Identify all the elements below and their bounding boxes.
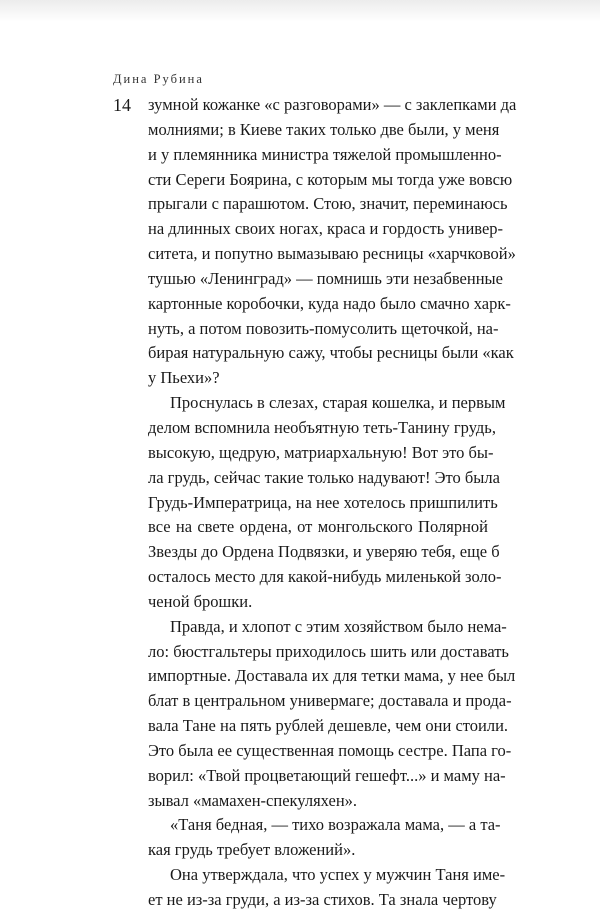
- text-line: прыгали с парашютом. Стою, значит, переминаюсь: [148, 194, 508, 214]
- text-line: блат в центральном универмаге; доставала и прода-: [148, 691, 512, 711]
- text-line: Она утверждала, что успех у мужчин Таня име-: [170, 865, 506, 885]
- text-line: у Пьехи»?: [148, 368, 220, 388]
- text-line: картонные коробочки, куда надо было смачно харк-: [148, 293, 511, 313]
- text-line: Грудь-Императрица, на нее хотелось пришпилить: [148, 492, 498, 512]
- text-line: ет не из-за груди, а из-за стихов. Та знала чертову: [148, 890, 497, 909]
- text-line: Проснулась в слезах, старая кошелка, и первым: [170, 393, 506, 413]
- text-line: молниями; в Киеве таких только две были, у меня: [148, 119, 500, 139]
- text-line: осталось место для какой-нибудь миленькой золо-: [148, 567, 502, 587]
- text-line: импортные. Доставала их для тетки мама, у нее был: [148, 666, 516, 686]
- text-line: Правда, и хлопот с этим хозяйством было нема-: [170, 616, 507, 636]
- text-line: ло: бюстгальтеры приходилось шить или доставать: [148, 641, 509, 661]
- text-line: Это была ее существенная помощь сестре. Папа го-: [148, 740, 512, 760]
- page-top-shadow: [0, 0, 600, 22]
- body-text: [148, 93, 517, 913]
- text-line: ворил: «Твой процветающий гешефт...» и маму на-: [148, 765, 506, 785]
- text-line: все на свете ордена, от монгольского Полярной: [148, 517, 488, 537]
- running-header-author: Дина Рубина: [113, 72, 204, 86]
- text-line: высокую, щедрую, матриархальную! Вот это бы-: [148, 442, 494, 462]
- text-line: «Таня бедная, — тихо возражала мама, — а та-: [170, 815, 501, 835]
- text-line: нуть, а потом повозить-помусолить щеточкой, на-: [148, 318, 499, 338]
- text-line: сти Сереги Боярина, с которым мы тогда уже вовсю: [148, 169, 513, 189]
- text-line: вала Тане на пять рублей дешевле, чем они стоили.: [148, 716, 509, 736]
- text-line: и у племянника министра тяжелой промышленно-: [148, 144, 502, 164]
- text-line: тушью «Ленинград» — помнишь эти незабвенные: [148, 268, 503, 288]
- text-line: кая грудь требует вложений».: [148, 840, 356, 860]
- text-line: бирая натуральную сажу, чтобы ресницы были «как: [148, 343, 514, 363]
- text-line: зывал «мамахен-спекуляхен».: [148, 790, 358, 810]
- text-line: зумной кожанке «с разговорами» — с заклепками да: [148, 95, 517, 114]
- text-line: ченой брошки.: [148, 591, 253, 611]
- text-line: ла грудь, сейчас такие только надувают! Это была: [148, 467, 500, 487]
- text-line: ситета, и попутно вымазываю ресницы «харчковой»: [148, 244, 516, 264]
- page-number: 14: [113, 95, 131, 115]
- text-line: Звезды до Ордена Подвязки, и уверяю тебя, еще б: [148, 542, 500, 562]
- text-line: делом вспомнила необъятную теть-Танину грудь,: [148, 417, 496, 437]
- text-line: на длинных своих ногах, краса и гордость универ-: [148, 219, 504, 239]
